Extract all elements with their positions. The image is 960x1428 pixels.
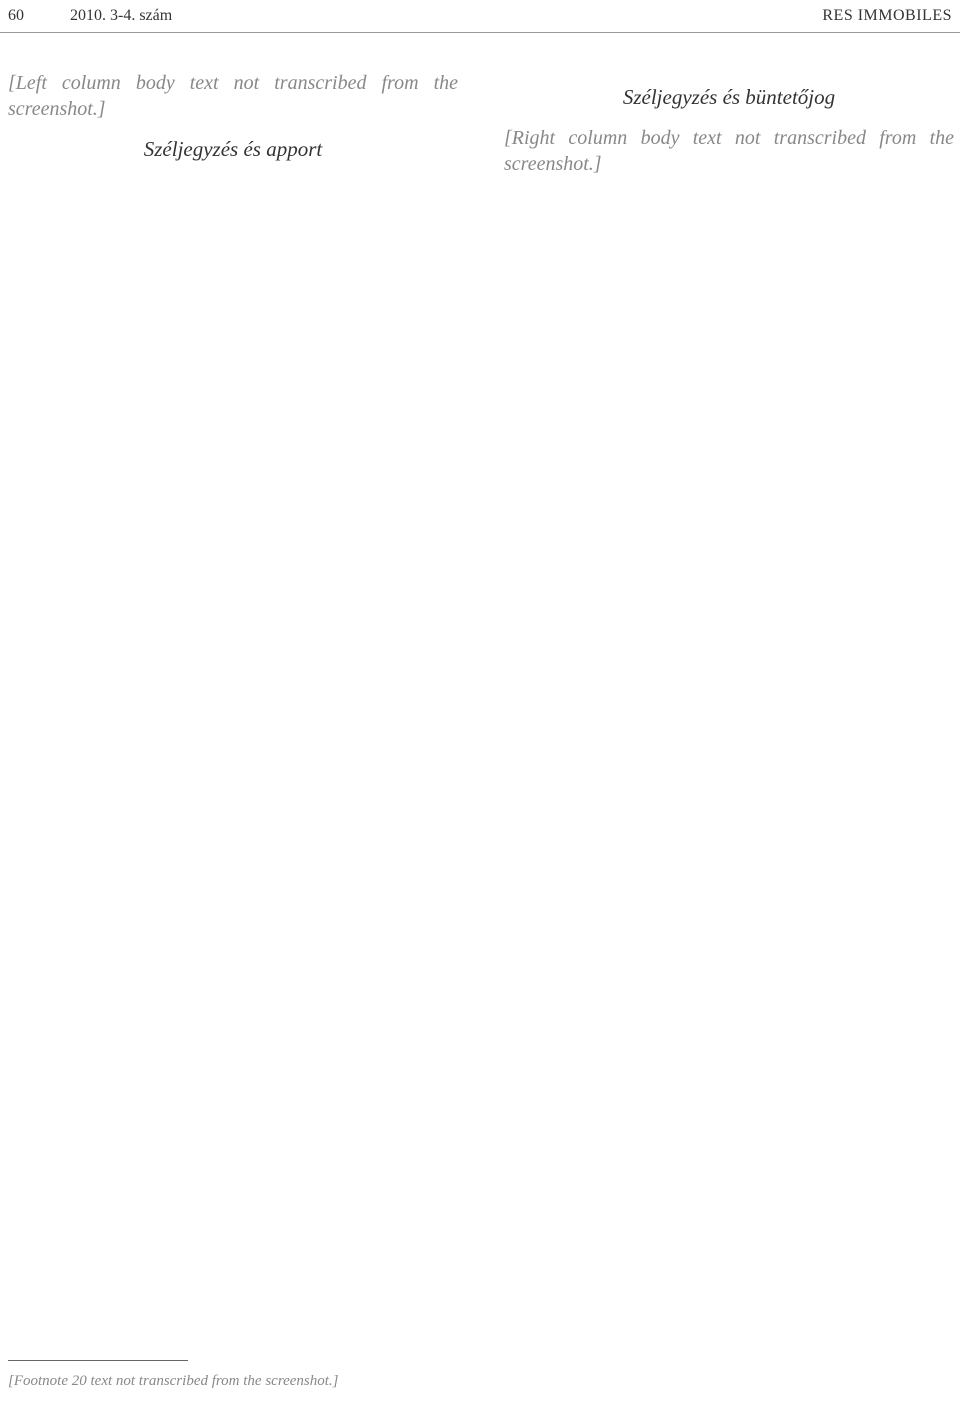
footnote-divider: [8, 1360, 188, 1361]
left-column-placeholder: [Left column body text not transcribed from the screenshot.]: [8, 72, 458, 120]
section-heading-apport: Széljegyzés és apport: [143, 137, 323, 161]
page-header: [0, 0, 960, 33]
footnote-placeholder: [Footnote 20 text not transcribed from the screenshot.]: [8, 1373, 339, 1389]
right-column-placeholder: [Right column body text not transcribed from the screenshot.]: [504, 127, 954, 176]
issue-label: 2010. 3-4. szám: [70, 7, 173, 24]
footnote: [8, 1372, 948, 1392]
right-column: [504, 70, 954, 189]
section-heading-buntetojog: Széljegyzés és büntetőjog: [622, 85, 836, 109]
page-number: 60: [8, 7, 24, 24]
journal-title: RES IMMOBILES: [822, 7, 952, 24]
left-column: [8, 70, 458, 177]
